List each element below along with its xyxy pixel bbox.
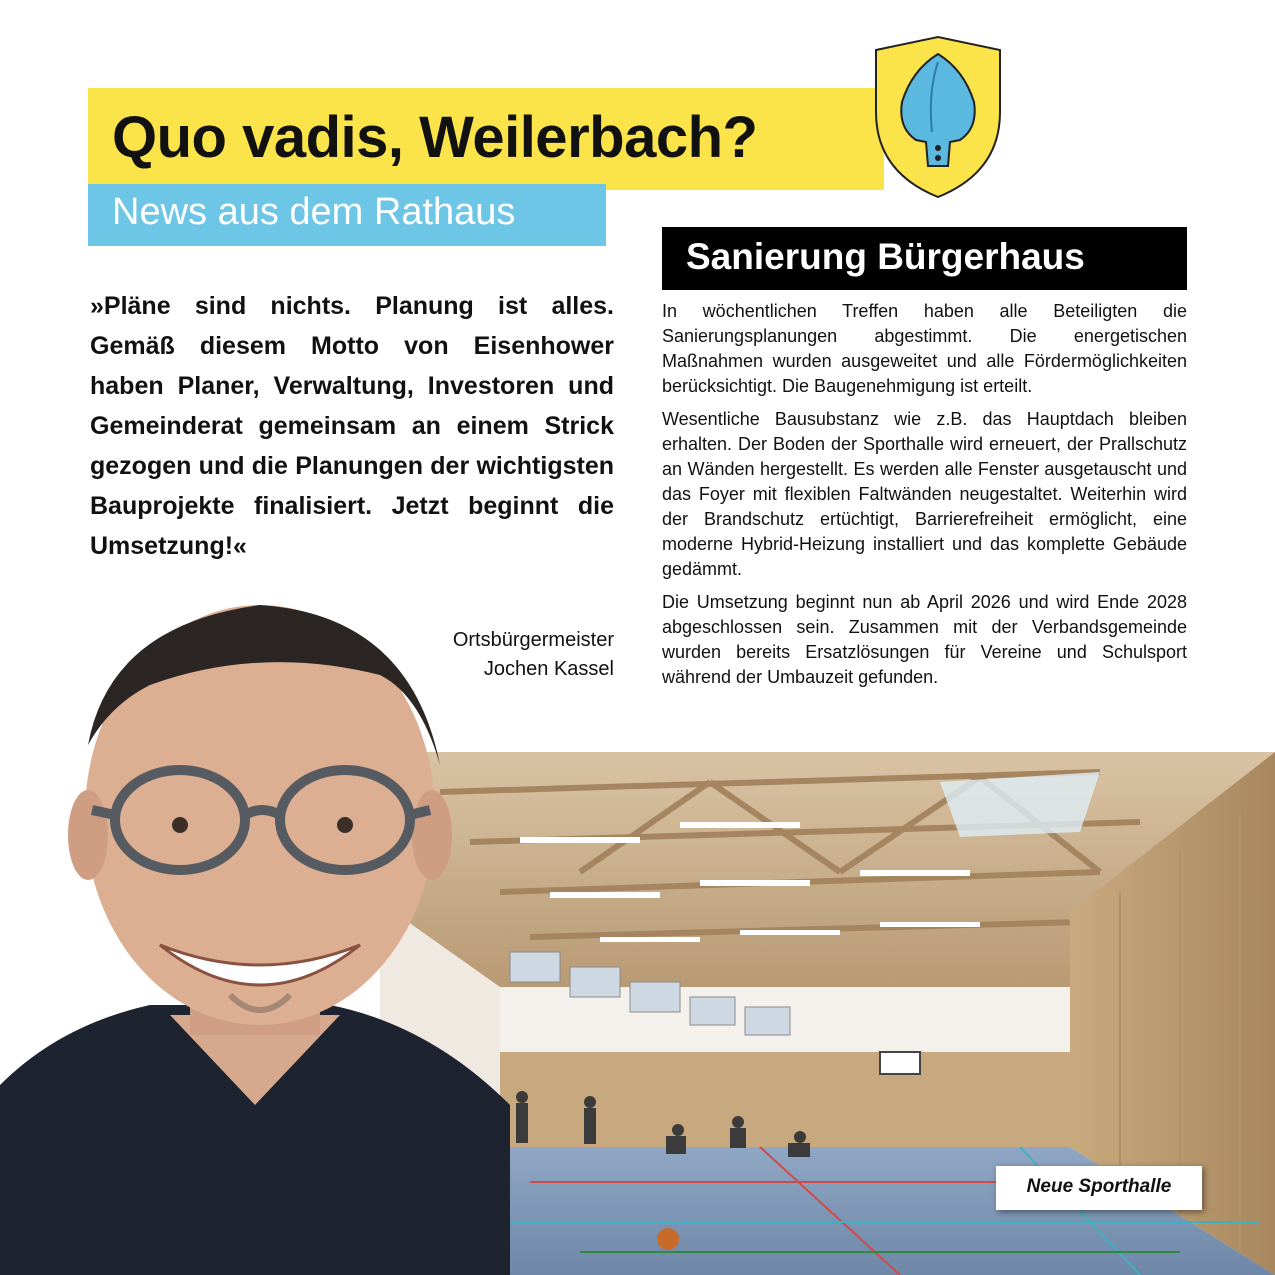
- author-role: Ortsbürgermeister: [452, 629, 614, 651]
- page-subtitle: News aus dem Rathaus: [112, 191, 516, 233]
- page-title: Quo vadis, Weilerbach?: [112, 105, 758, 170]
- image-caption: Neue Sporthalle: [1026, 1176, 1172, 1197]
- shovel-crest-icon: [868, 32, 1008, 202]
- section-title: Sanierung Bürgerhaus: [686, 236, 1085, 277]
- article-body: [662, 299, 1187, 698]
- mayor-quote: »Pläne sind nichts. Planung ist alles. Gemäß diesem Motto von Eisenhower haben Planer, Verwaltung, Investoren und Gemeinderat gemeinsam an einem Strick gezogen und die Planungen der wichtigsten Bauprojekte finalisiert. Jetzt beginnt die Umsetzung!«: [90, 292, 614, 560]
- article-paragraph: Wesentliche Bausubstanz wie z.B. das Hauptdach bleiben erhalten. Der Boden der Sporthalle wird erneuert, der Prallschutz an Wänden hergestellt. Es werden alle Fenster ausgetauscht und das Foyer mit flexiblen Faltwänden neugestaltet. Weiterhin wird der Brandschutz ertüchtigt, Barrierefreiheit ermöglicht, eine moderne Hybrid-Heizung installiert und das komplette Gebäude gedämmt.: [662, 409, 1187, 579]
- author-name: Jochen Kassel: [483, 658, 614, 680]
- article-paragraph: Die Umsetzung beginnt nun ab April 2026 und wird Ende 2028 abgeschlossen sein. Zusammen mit der Verbandsgemeinde wurden bereits Ersatzlösungen für Vereine und Schulsport während der Umbauzeit gefunden.: [662, 592, 1187, 687]
- article-paragraph: In wöchentlichen Treffen haben alle Beteiligten die Sanierungsplanungen abgestimmt. Die energetischen Maßnahmen wurden ausgeweitet und alle Fördermöglichkeiten berücksichtigt. Die Baugenehmigung ist erteilt.: [662, 301, 1187, 396]
- mayor-portrait: [0, 585, 510, 1275]
